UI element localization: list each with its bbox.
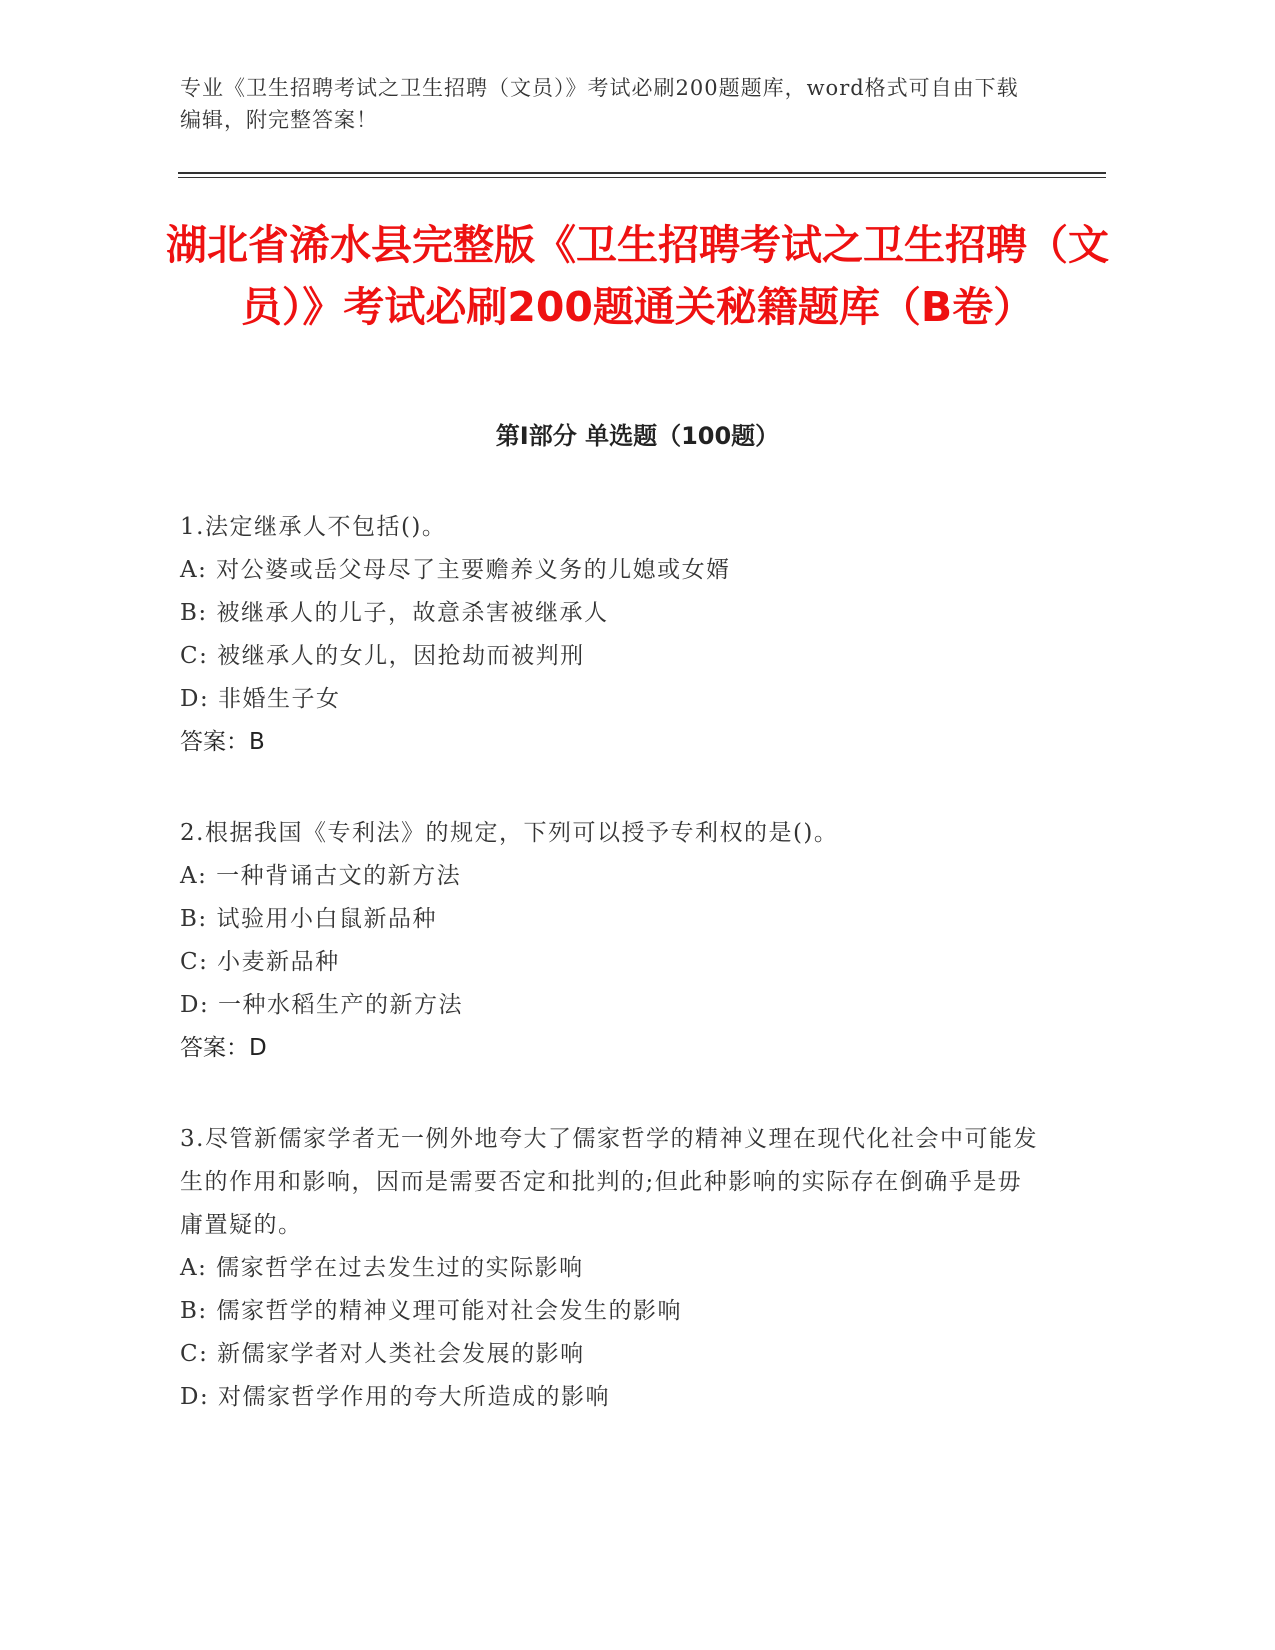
section-heading: 第I部分 单选题（100题） <box>495 422 780 450</box>
answer-line: 答案：B <box>180 729 265 755</box>
option-c: C: 小麦新品种 <box>180 949 340 975</box>
question-3 <box>180 1118 1040 1419</box>
option-a: A: 对公婆或岳父母尽了主要赡养义务的儿媳或女婿 <box>180 557 731 583</box>
option-d: D: 一种水稻生产的新方法 <box>180 992 464 1018</box>
option-b: B: 试验用小白鼠新品种 <box>180 906 437 932</box>
question-stem: 3.尽管新儒家学者无一例外地夸大了儒家哲学的精神义理在现代化社会中可能发生的作用和影响，因而是需要否定和批判的;但此种影响的实际存在倒确乎是毋庸置疑的。 <box>180 1126 1038 1238</box>
option-b: B: 被继承人的儿子，故意杀害被继承人 <box>180 600 609 626</box>
option-d: D: 非婚生子女 <box>180 686 341 712</box>
option-c: C: 被继承人的女儿，因抢劫而被判刑 <box>180 643 585 669</box>
question-1 <box>180 506 1040 764</box>
header-divider-thin <box>178 177 1106 178</box>
question-stem: 1.法定继承人不包括()。 <box>180 514 447 540</box>
question-stem: 2.根据我国《专利法》的规定，下列可以授予专利权的是()。 <box>180 820 839 846</box>
question-2 <box>180 812 1040 1070</box>
option-c: C: 新儒家学者对人类社会发展的影响 <box>180 1341 585 1367</box>
option-d: D: 对儒家哲学作用的夸大所造成的影响 <box>180 1384 611 1410</box>
document-header-note: 专业《卫生招聘考试之卫生招聘（文员）》考试必刷200题题库，word格式可自由下载编辑，附完整答案！ <box>180 76 1019 132</box>
option-a: A: 儒家哲学在过去发生过的实际影响 <box>180 1255 584 1281</box>
option-b: B: 儒家哲学的精神义理可能对社会发生的影响 <box>180 1298 682 1324</box>
answer-line: 答案：D <box>180 1035 267 1061</box>
option-a: A: 一种背诵古文的新方法 <box>180 863 462 889</box>
document-title: 湖北省浠水县完整版《卫生招聘考试之卫生招聘（文员）》考试必刷200题通关秘籍题库（B卷） <box>166 221 1109 331</box>
header-divider-thick <box>178 172 1106 174</box>
question-list <box>180 506 1040 1467</box>
